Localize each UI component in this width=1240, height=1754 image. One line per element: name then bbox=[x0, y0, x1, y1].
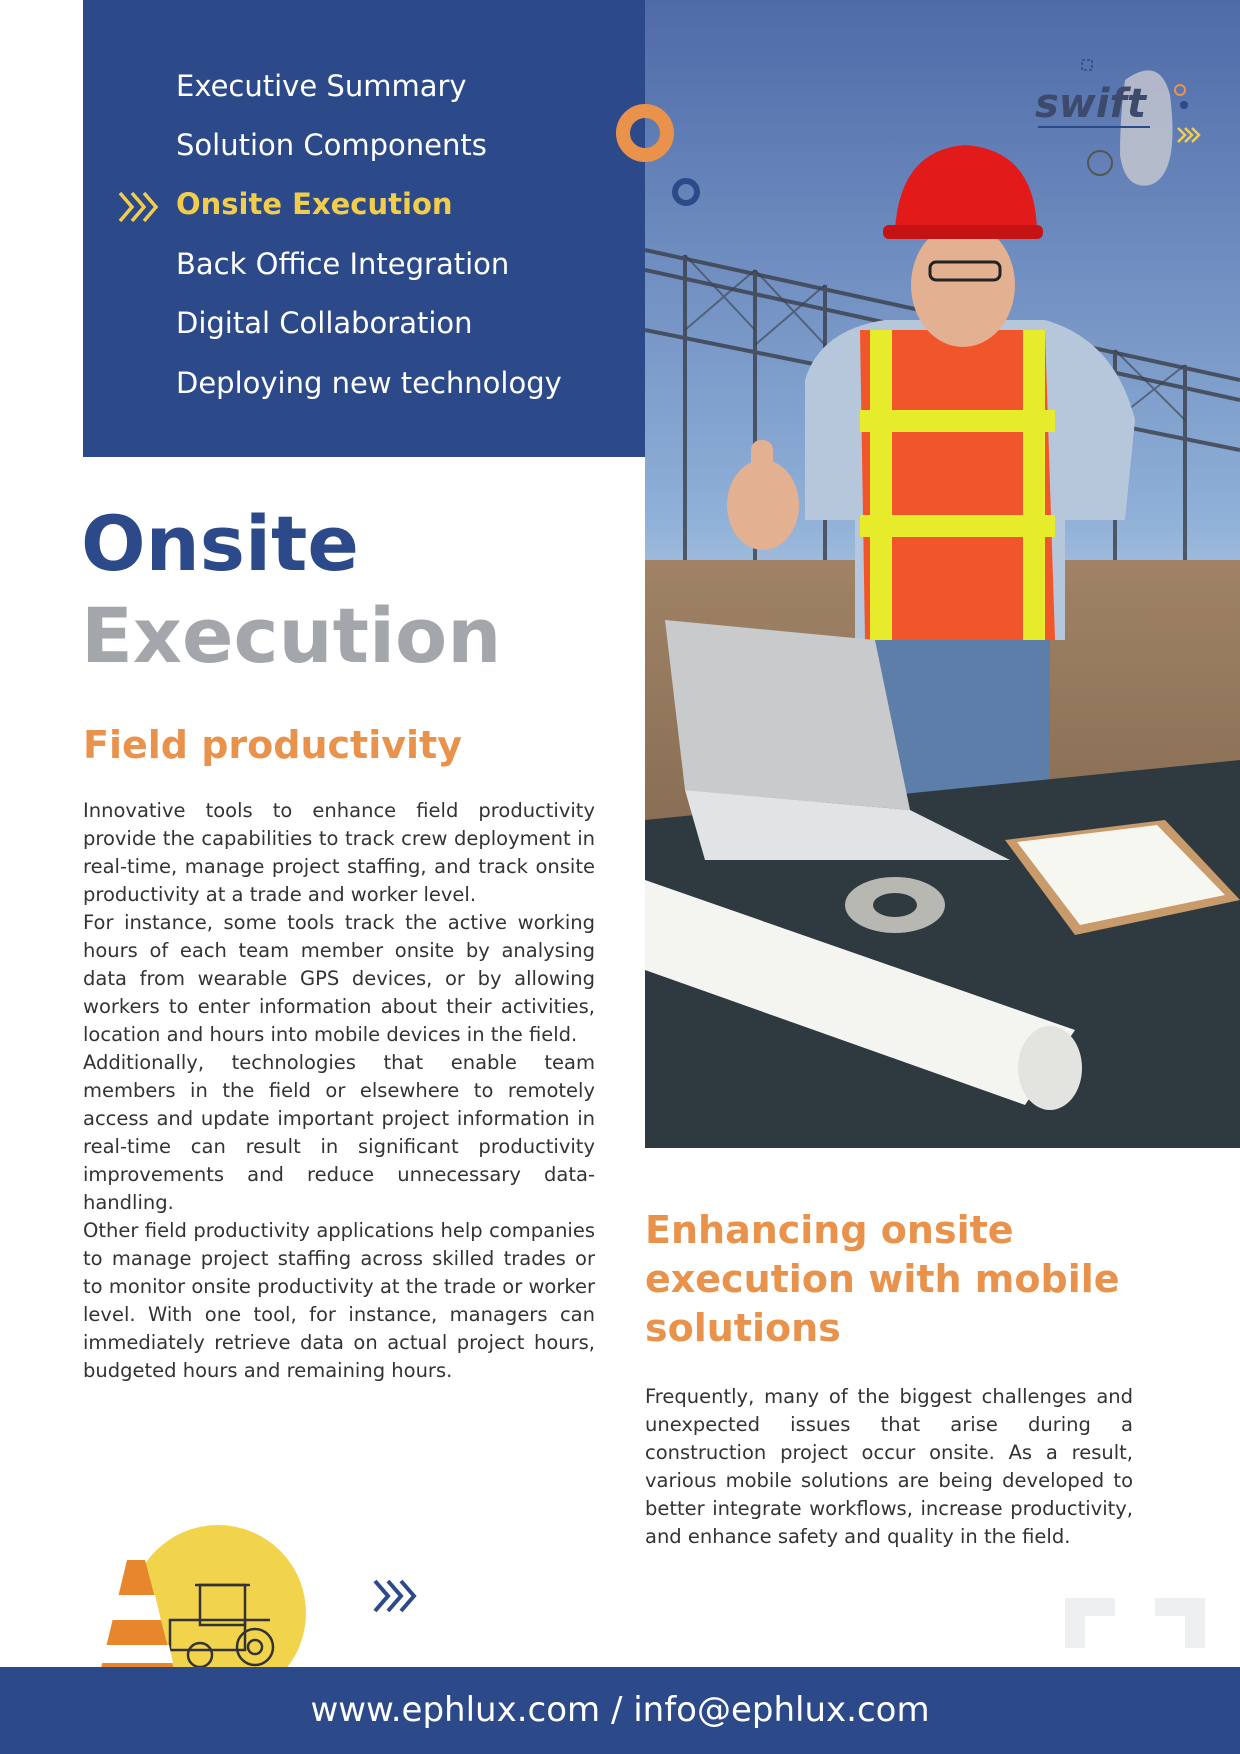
section-body-field-productivity bbox=[83, 797, 595, 1385]
section-heading-field-productivity: Field productivity bbox=[83, 723, 462, 767]
chevrons-right-icon bbox=[372, 1578, 422, 1614]
svg-text:swift: swift bbox=[1035, 81, 1146, 127]
section-body-mobile-solutions: Frequently, many of the biggest challenges and unexpected issues that arise during a construction project occur onsite. As a result, various mobile solutions are being developed to better integrate workflows, increase productivity, and enhance safety and quality in the field. bbox=[645, 1385, 1133, 1548]
toc-item-executive-summary[interactable]: Executive Summary bbox=[176, 69, 467, 103]
toc-item-deploying-new-technology[interactable]: Deploying new technology bbox=[176, 366, 562, 400]
footer-bar bbox=[0, 1667, 1240, 1754]
toc-panel bbox=[83, 0, 645, 457]
paragraph: For instance, some tools track the active working hours of each team member onsite by analysing data from wearable GPS devices, or by allowing workers to enter information about their activities, location and hours into mobile devices in the field. bbox=[83, 911, 595, 1046]
corner-bracket-decoration bbox=[1065, 1598, 1205, 1648]
section-heading-mobile-solutions: Enhancing onsite execution with mobile solutions bbox=[645, 1208, 1120, 1350]
toc-item-digital-collaboration[interactable]: Digital Collaboration bbox=[176, 306, 473, 340]
paragraph: Other field productivity applications help companies to manage project staffing across skilled trades or to monitor onsite productivity at the trade or worker level. With one tool, for instance, managers can immediately retrieve data on actual project hours, budgeted hours and remaining hours. bbox=[83, 1219, 595, 1382]
page-title-line-1: Onsite bbox=[81, 499, 359, 588]
paragraph: Additionally, technologies that enable team members in the field or elsewhere to remotely access and update important project information in real-time can result in significant productivity improvements and reduce unnecessary data-handling. bbox=[83, 1051, 595, 1214]
orange-ring-decoration bbox=[616, 104, 674, 162]
page-title-line-2: Execution bbox=[81, 591, 502, 680]
chevrons-right-icon bbox=[118, 190, 162, 224]
paragraph: Innovative tools to enhance field productivity provide the capabilities to track crew deployment in real-time, manage project staffing, and track onsite productivity at a trade and worker level. bbox=[83, 799, 595, 906]
footer-contact-text[interactable]: www.ephlux.com / info@ephlux.com bbox=[310, 1690, 930, 1730]
swift-logo bbox=[1030, 55, 1210, 190]
toc-item-solution-components[interactable]: Solution Components bbox=[176, 128, 487, 162]
toc-item-onsite-execution[interactable]: Onsite Execution bbox=[176, 187, 453, 221]
navy-ring-decoration bbox=[672, 178, 700, 206]
toc-item-back-office-integration[interactable]: Back Office Integration bbox=[176, 247, 510, 281]
